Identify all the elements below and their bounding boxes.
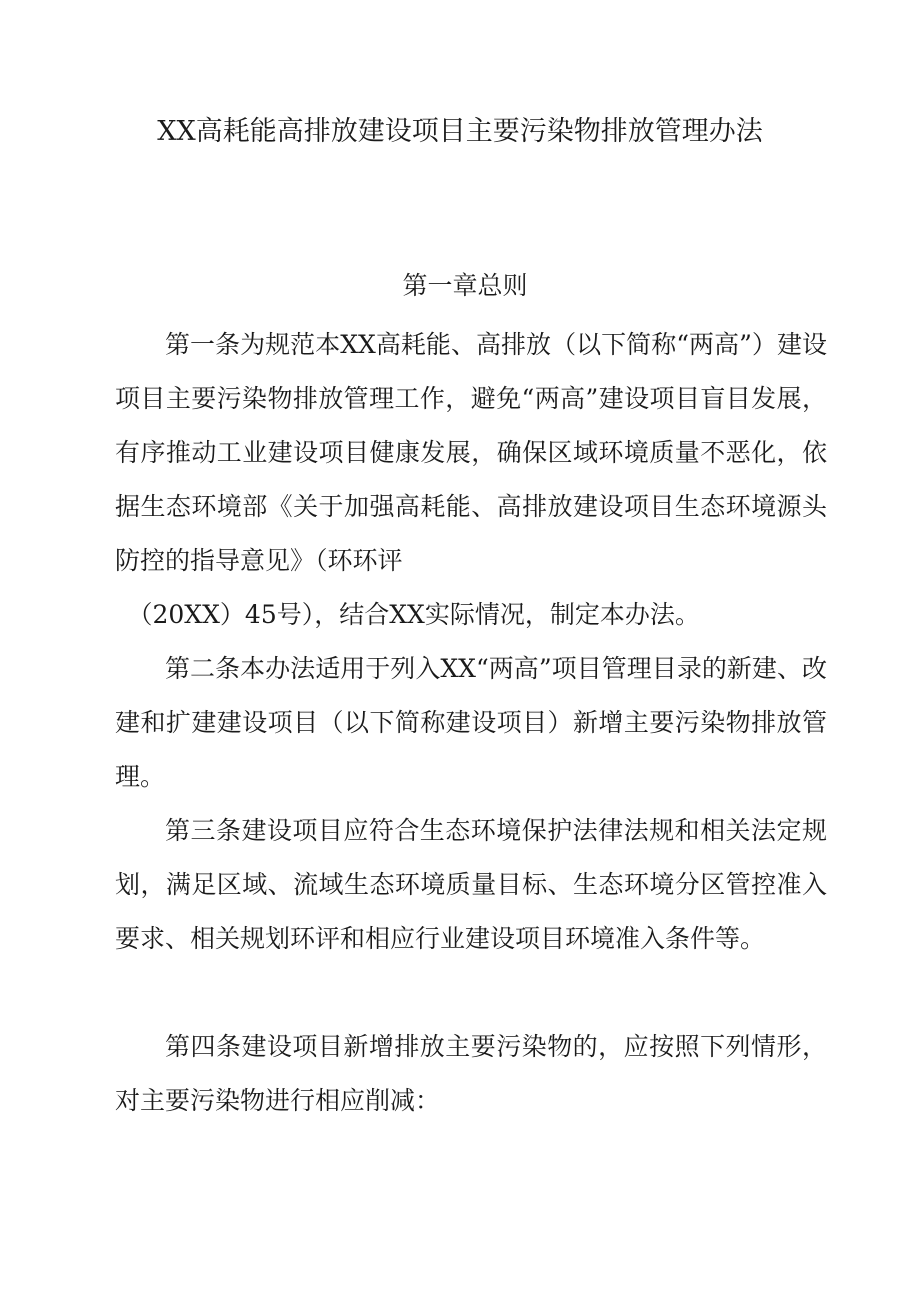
chapter-heading: 第一章总则 bbox=[402, 271, 528, 300]
article-4-paragraph: 第四条建设项目新增排放主要污染物的，应按照下列情形，对主要污染物进行相应削减： bbox=[115, 1032, 827, 1115]
article-2-paragraph: 第二条本办法适用于列入XX“两高”项目管理目录的新建、改建和扩建建设项目（以下简称建设项目）新增主要污染物排放管理。 bbox=[115, 654, 827, 791]
article-3-paragraph: 第三条建设项目应符合生态环境保护法律法规和相关法定规划，满足区域、流域生态环境质量目标、生态环境分区管控准入要求、相关规划环评和相应行业建设项目环境准入条件等。 bbox=[115, 816, 827, 953]
article-1-paragraph: 第一条为规范本XX高耗能、高排放（以下简称“两高”）建设项目主要污染物排放管理工作，避免“两高”建设项目盲目发展，有序推动工业建设项目健康发展，确保区域环境质量不恶化，依据生态环境部《关于加强高耗能、高排放建设项目生态环境源头防控的指导意见》（环环评 bbox=[115, 330, 827, 575]
document-title: XX高耗能高排放建设项目主要污染物排放管理办法 bbox=[157, 116, 763, 147]
article-1-continuation: （20XX）45号），结合XX实际情况，制定本办法。 bbox=[127, 600, 700, 629]
